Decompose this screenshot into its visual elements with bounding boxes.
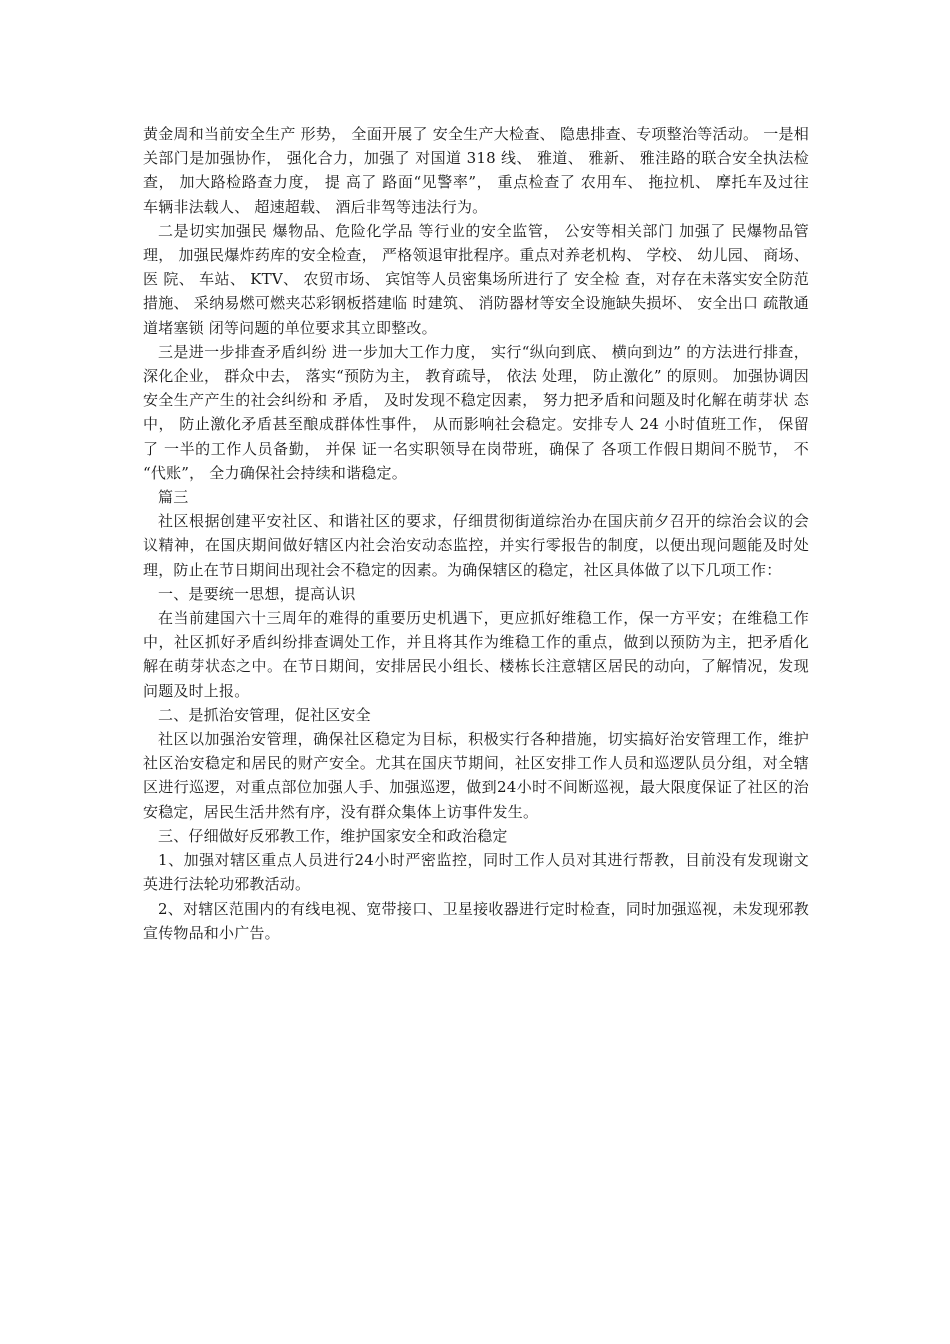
- list-item-inspection: 2、对辖区范围内的有线电视、宽带接口、卫星接收器进行定时检查，同时加强巡视，未发现邪教宣传物品和小广告。: [143, 899, 809, 942]
- list-item-monitoring: 1、加强对辖区重点人员进行24小时严密监控，同时工作人员对其进行帮教，目前没有发现谢文英进行法轮功邪教活动。: [143, 851, 809, 894]
- paragraph-community-intro: 社区根据创建平安社区、和谐社区的要求，仔细贯彻街道综治办在国庆前夕召开的综治会议的会议精神，在国庆期间做好辖区内社会治安动态监控，并实行零报告的制度，以便出现问题能及时处理，防止在节日期间出现社会不稳定的因素。为确保辖区的稳定，社区具体做了以下几项工作：: [143, 512, 809, 579]
- section-heading-part-three: 篇三: [158, 488, 189, 507]
- document-page: [143, 122, 809, 945]
- heading-unify-thinking: 一、是要统一思想，提高认识: [158, 584, 356, 603]
- paragraph-security-patrol: 社区以加强治安管理，确保社区稳定为目标，积极实行各种措施，切实搞好治安管理工作，维护社区治安稳定和居民的财产安全。尤其在国庆节期间，社区安排工作人员和巡逻队员分组，对全辖区进行巡逻，对重点部位加强人手、加强巡逻，做到24小时不间断巡视，最大限度保证了社区的治安稳定，居民生活井然有序，没有群众集体上访事件发生。: [143, 730, 809, 821]
- paragraph-stability-work: 在当前建国六十三周年的难得的重要历史机遇下，更应抓好维稳工作，保一方平安；在维稳工作中，社区抓好矛盾纠纷排查调处工作，并且将其作为维稳工作的重点，做到以预防为主，把矛盾化解在萌芽状态之中。在节日期间，安排居民小组长、楼栋长注意辖区居民的动向，了解情况，发现问题及时上报。: [143, 609, 809, 700]
- paragraph-dispute-screening: 三是进一步排查矛盾纠纷 进一步加大工作力度， 实行“纵向到底、 横向到边” 的方法进行排查， 深化企业， 群众中去， 落实“预防为主， 教育疏导， 依法 处理， 防止激化” 的原则。 加强协调因安全生产产生的社会纠纷和 矛盾， 及时发现不稳定因素， 努力把矛盾和问题及时化解在萌芽状 态中， 防止激化矛盾甚至酿成群体性事件， 从而影响社会稳定。安排专人 24 小时值班工作， 保留了 一半的工作人员备勤， 并保 证一名实职领导在岗带班，确保了 各项工作假日期间不脱节， 不 “代账”， 全力确保社会持续和谐稳定。: [143, 342, 809, 482]
- paragraph-explosives-supervision: 二是切实加强民 爆物品、危险化学品 等行业的安全监管， 公安等相关部门 加强了 民爆物品管理， 加强民爆炸药库的安全检查， 严格领退审批程序。重点对养老机构、 学校、 幼儿园、 商场、 医 院、 车站、 KTV、 农贸市场、 宾馆等人员密集场所进行了 安全检 查，对存在未落实安全防范措施、 采纳易燃可燃夹芯彩钢板搭建临 时建筑、 消防器材等安全设施缺失损坏、 安全出口 疏散通道堵塞锁 闭等问题的单位要求其立即整改。: [143, 221, 809, 337]
- heading-public-security: 二、是抓治安管理，促社区安全: [158, 705, 371, 724]
- paragraph-safety-campaign: 黄金周和当前安全生产 形势， 全面开展了 安全生产大检查、 隐患排查、专项整治等活动。 一是相关部门是加强协作， 强化合力，加强了 对国道 318 线、 雅道、 雅新、 雅洼路的联合安全执法检查， 加大路检路查力度， 提 高了 路面“见警率”， 重点检查了 农用车、 拖拉机、 摩托车及过往 车辆非法载人、 超速超载、 酒后非驾等违法行为。: [143, 125, 809, 216]
- heading-anti-cult: 三、仔细做好反邪教工作，维护国家安全和政治稳定: [158, 826, 508, 845]
